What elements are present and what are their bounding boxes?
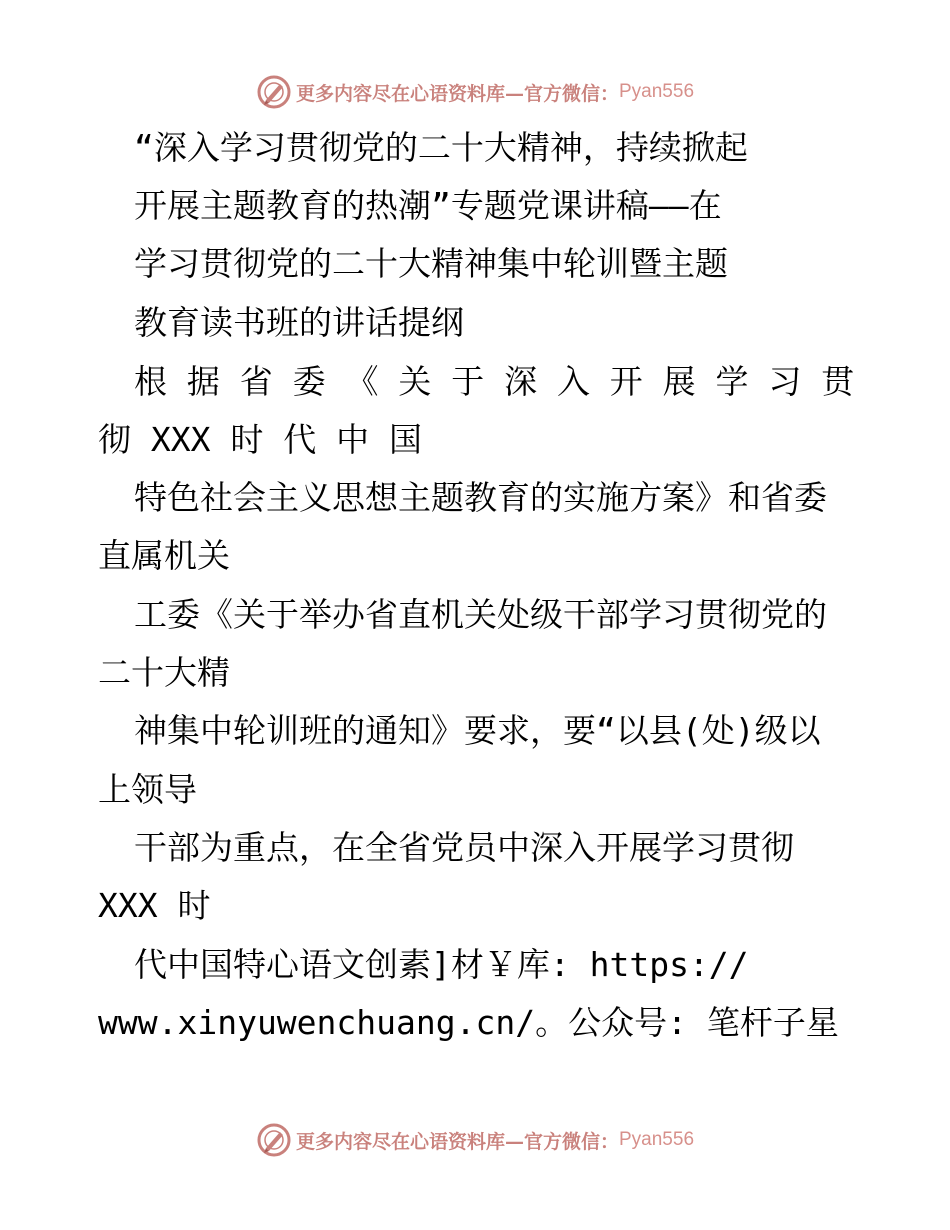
text-line: 开展主题教育的热潮”专题党课讲稿——在: [134, 186, 722, 225]
text-line: 代中国特心语文创素]材￥库: https://: [134, 945, 749, 984]
text-line: 直属机关: [98, 536, 230, 575]
text-line: 神集中轮训班的通知》要求，要“以县(处)级以: [134, 711, 821, 750]
text-line: XXX 时: [98, 886, 211, 925]
text-line: “深入学习贯彻党的二十大精神，持续掀起: [134, 128, 748, 167]
text-line: 彻 XXX 时 代 中 国: [98, 420, 422, 459]
text-line: 二十大精: [98, 653, 230, 692]
watermark-text: 更多内容尽在心语资料库—官方微信：: [295, 1130, 619, 1153]
text-line: www.xinyuwenchuang.cn/。公众号: 笔杆子星: [98, 1003, 839, 1042]
text-line: 干部为重点，在全省党员中深入开展学习贯彻: [134, 828, 794, 867]
watermark-wechat-id: Pyan556: [619, 81, 695, 102]
footer-watermark: [0, 1120, 950, 1160]
text-line: 工委《关于举办省直机关处级干部学习贯彻党的: [134, 595, 827, 634]
text-line: 上领导: [98, 770, 197, 809]
text-line: 特色社会主义思想主题教育的实施方案》和省委: [134, 478, 827, 517]
text-line: 教育读书班的讲话提纲: [134, 303, 464, 342]
watermark-wechat-id: Pyan556: [619, 1129, 695, 1150]
watermark-text: 更多内容尽在心语资料库—官方微信：: [295, 82, 619, 105]
text-line: 根 据 省 委 《 关 于 深 入 开 展 学 习 贯: [134, 362, 855, 401]
text-line: 学习贯彻党的二十大精神集中轮训暨主题: [134, 244, 728, 283]
pen-logo-icon: [256, 1122, 292, 1158]
